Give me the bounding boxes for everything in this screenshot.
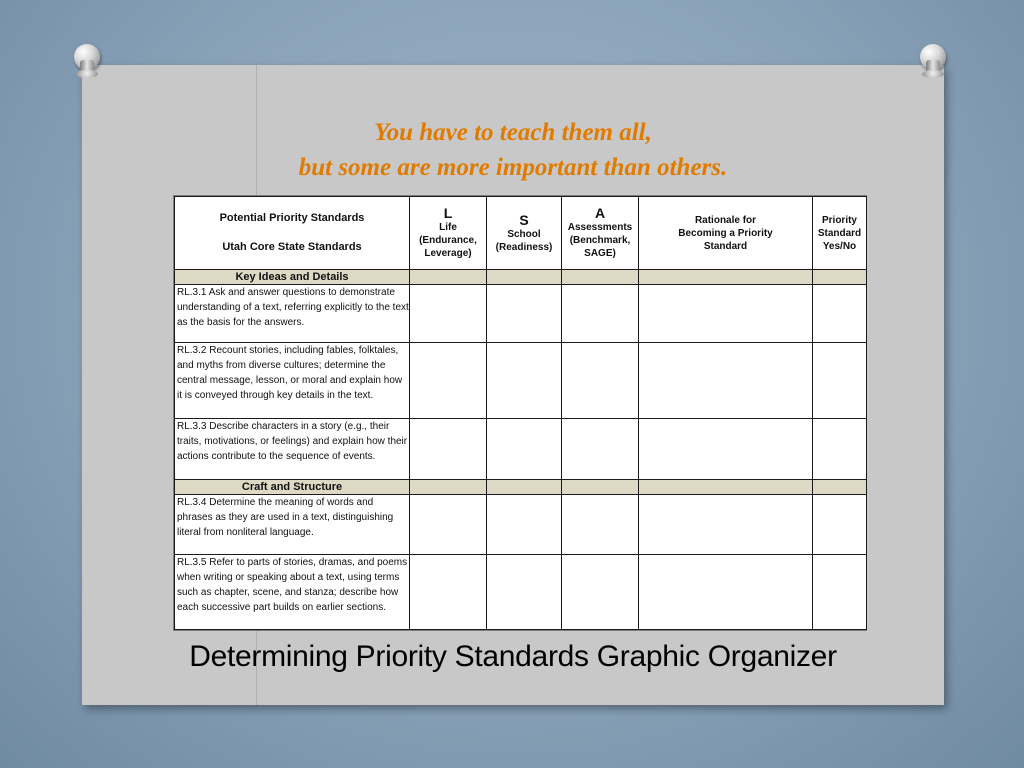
priority-standards-table [173, 195, 867, 631]
table-row [175, 285, 867, 343]
cell-a[interactable] [562, 343, 639, 419]
header-a [562, 197, 639, 270]
cell-s[interactable] [487, 419, 562, 480]
standard-text: RL.3.3 Describe characters in a story (e.g., their traits, motivations, or feelings) and explain how their actions contribute to the sequence of events. [175, 419, 410, 480]
cell-rationale[interactable] [639, 555, 813, 630]
pushpin-icon-right [916, 42, 954, 80]
table-header-row [175, 197, 867, 270]
table-row [175, 495, 867, 555]
header-s-label: School (Readiness) [495, 228, 553, 253]
standard-text: RL.3.4 Determine the meaning of words and phrases as they are used in a text, distinguishing literal from nonliteral language. [175, 495, 410, 555]
cell-l[interactable] [410, 555, 487, 630]
cell-priority[interactable] [813, 419, 867, 480]
header-a-label: Assessments (Benchmark, SAGE) [567, 222, 633, 259]
subtitle-line-2: but some are more important than others. [298, 154, 728, 181]
header-l [410, 197, 487, 270]
section-row-craft-structure [175, 480, 867, 495]
header-l-letter: L [443, 205, 453, 221]
section-row-key-ideas [175, 270, 867, 285]
header-priority [813, 197, 867, 270]
section-label: Key Ideas and Details [175, 270, 410, 285]
table-row [175, 419, 867, 480]
header-s [487, 197, 562, 270]
header-rationale [639, 197, 813, 270]
header-s-letter: S [519, 211, 529, 228]
table-row [175, 343, 867, 419]
cell-a[interactable] [562, 419, 639, 480]
cell-l[interactable] [410, 495, 487, 555]
cell-priority[interactable] [813, 285, 867, 343]
cell-a[interactable] [562, 555, 639, 630]
standard-text: RL.3.1 Ask and answer questions to demonstrate understanding of a text, referring explicitly to the text as the basis for the answers. [175, 285, 410, 343]
cell-a[interactable] [562, 495, 639, 555]
cell-rationale[interactable] [639, 285, 813, 343]
cell-l[interactable] [410, 285, 487, 343]
cell-rationale[interactable] [639, 495, 813, 555]
header-col1-line2: Utah Core State Standards [222, 241, 362, 253]
cell-priority[interactable] [813, 343, 867, 419]
header-a-letter: A [594, 205, 606, 221]
cell-a[interactable] [562, 285, 639, 343]
header-potential-standards [175, 197, 410, 270]
slide-title: Determining Priority Standards Graphic Organizer [189, 640, 837, 673]
cell-rationale[interactable] [639, 343, 813, 419]
cell-s[interactable] [487, 285, 562, 343]
subtitle-line-1: You have to teach them all, [374, 119, 652, 146]
cell-l[interactable] [410, 343, 487, 419]
standard-text: RL.3.2 Recount stories, including fables, folktales, and myths from diverse cultures; determine the central message, lesson, or moral and explain how it is conveyed through key details in the text. [175, 343, 410, 419]
cell-s[interactable] [487, 495, 562, 555]
cell-priority[interactable] [813, 495, 867, 555]
cell-l[interactable] [410, 419, 487, 480]
header-rationale-label: Rationale for Becoming a Priority Standard [678, 214, 773, 252]
cell-s[interactable] [487, 343, 562, 419]
cell-priority[interactable] [813, 555, 867, 630]
header-priority-label: Priority Standard Yes/No [817, 214, 862, 252]
standard-text: RL.3.5 Refer to parts of stories, dramas, and poems when writing or speaking about a text, using terms such as chapter, scene, and stanza; describe how each successive part builds on earlier sections. [175, 555, 410, 630]
section-label: Craft and Structure [175, 480, 410, 495]
cell-rationale[interactable] [639, 419, 813, 480]
header-col1-line1: Potential Priority Standards [219, 212, 365, 224]
cell-s[interactable] [487, 555, 562, 630]
header-l-label: Life (Endurance, Leverage) [419, 222, 477, 259]
table-row [175, 555, 867, 630]
pushpin-icon-left [70, 42, 108, 80]
